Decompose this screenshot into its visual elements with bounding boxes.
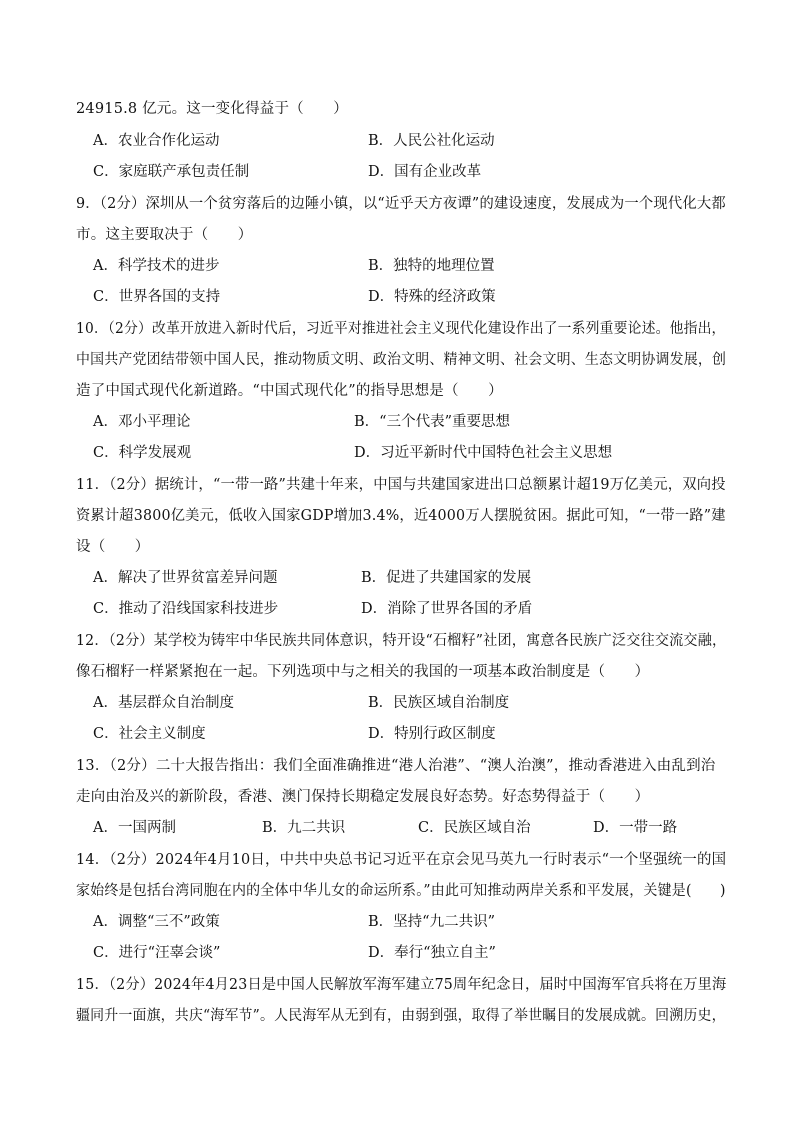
q12-option-c: C．社会主义制度 — [93, 726, 206, 742]
q13-option-a: A．一国两制 — [93, 820, 176, 836]
question-15-line-1: 15．（2分）2024年4月23日是中国人民解放军海军建立75周年纪念日，届时中国海军官兵将在万里海 — [76, 977, 727, 993]
question-11-line-1: 11．（2分）据统计，“一带一路”共建十年来，中国与共建国家进出口总额累计超19万亿美元，双向投 — [76, 477, 726, 493]
q9-option-b: B．独特的地理位置 — [368, 258, 495, 274]
question-15-line-2: 疆同升一面旗，共庆“海军节”。人民海军从无到有，由弱到强，取得了举世瞩目的发展成就。回溯历史， — [76, 1008, 726, 1024]
question-9-line-2: 市。这主要取决于（ ） — [76, 227, 253, 243]
q9-option-c: C．世界各国的支持 — [93, 289, 221, 305]
q14-option-c: C．进行“汪辜会谈” — [93, 945, 221, 961]
q8-option-d: D．国有企业改革 — [368, 164, 482, 180]
q12-option-a: A．基层群众自治制度 — [93, 695, 234, 711]
question-8-line-2: 24915.8 亿元。这一变化得益于（ ） — [76, 101, 348, 117]
q13-option-d: D．一带一路 — [593, 820, 678, 836]
q11-option-a: A．解决了世界贫富差异问题 — [93, 570, 278, 586]
question-14-line-2: 家始终是包括台湾同胞在内的全体中华儿女的命运所系。”由此可知推动两岸关系和平发展，关键是( ) — [76, 883, 726, 899]
question-10-line-1: 10．（2分）改革开放进入新时代后，习近平对推进社会主义现代化建设作出了一系列重要论述。他指出， — [76, 321, 726, 337]
q12-option-b: B．民族区域自治制度 — [368, 695, 510, 711]
question-10-line-2: 中国共产党团结带领中国人民，推动物质文明、政治文明、精神文明、社会文明、生态文明协调发展，创 — [76, 352, 727, 368]
question-12-line-1: 12．（2分）某学校为铸牢中华民族共同体意识，特开设“石榴籽”社团，寓意各民族广泛交往交流交融， — [76, 633, 727, 649]
question-13-line-2: 走向由治及兴的新阶段，香港、澳门保持长期稳定发展良好态势。好态势得益于（ ） — [76, 789, 650, 805]
q11-option-c: C．推动了沿线国家科技进步 — [93, 601, 279, 617]
question-13-line-1: 13．（2分）二十大报告指出：我们全面准确推进“港人治港”、“澳人治澳”，推动香港进入由乱到治 — [76, 758, 716, 774]
q13-option-b: B．九二共识 — [262, 820, 346, 836]
q10-option-a: A．邓小平理论 — [93, 414, 191, 430]
question-14-line-1: 14．（2分）2024年4月10日，中共中央总书记习近平在京会见马英九一行时表示“一个坚强统一的国 — [76, 852, 727, 868]
question-12-line-2: 像石榴籽一样紧紧抱在一起。下列选项中与之相关的我国的一项基本政治制度是（ ） — [76, 664, 650, 680]
q10-option-b: B．“三个代表”重要思想 — [354, 414, 510, 430]
q10-option-c: C．科学发展观 — [93, 445, 192, 461]
q8-option-a: A．农业合作化运动 — [93, 133, 220, 149]
question-11-line-3: 设（ ） — [76, 539, 150, 555]
q10-option-d: D．习近平新时代中国特色社会主义思想 — [354, 445, 613, 461]
q14-option-a: A．调整“三不”政策 — [93, 914, 220, 930]
question-10-line-3: 造了中国式现代化新道路。“中国式现代化”的指导思想是（ ） — [76, 383, 503, 399]
question-11-line-2: 资累计超3800亿美元，低收入国家GDP增加3.4%，近4000万人摆脱贫困。据此可知，“一带一路”建 — [76, 508, 726, 524]
q9-option-a: A．科学技术的进步 — [93, 258, 220, 274]
q12-option-d: D．特别行政区制度 — [368, 726, 496, 742]
q8-option-b: B．人民公社化运动 — [368, 133, 495, 149]
q8-option-c: C．家庭联产承包责任制 — [93, 164, 250, 180]
q11-option-b: B．促进了共建国家的发展 — [361, 570, 532, 586]
q14-option-d: D．奉行“独立自主” — [368, 945, 496, 961]
q13-option-c: C．民族区域自治 — [418, 820, 531, 836]
q11-option-d: D．消除了世界各国的矛盾 — [361, 601, 533, 617]
q14-option-b: B．坚持“九二共识” — [368, 914, 495, 930]
question-9-line-1: 9．（2分）深圳从一个贫穷落后的边陲小镇，以“近乎天方夜谭”的建设速度，发展成为一个现代化大都 — [76, 196, 726, 212]
q9-option-d: D．特殊的经济政策 — [368, 289, 496, 305]
